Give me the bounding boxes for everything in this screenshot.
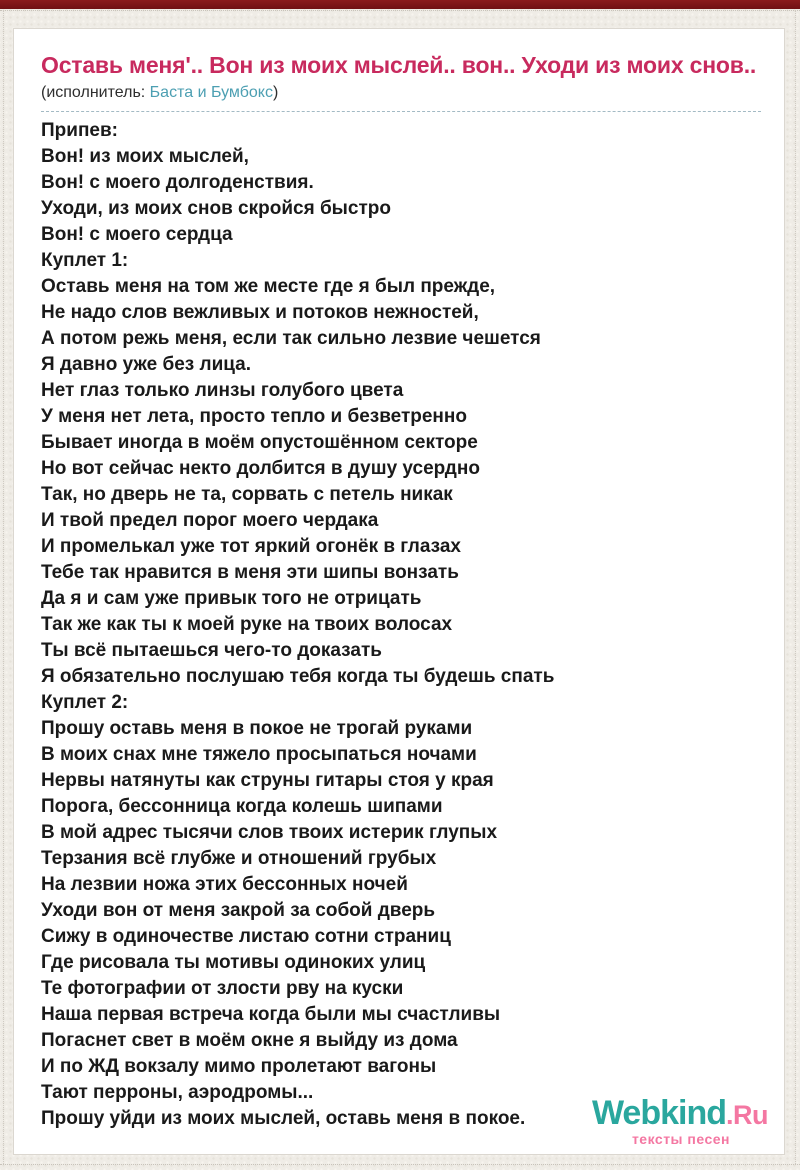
background-dotted-edge-top: [0, 10, 800, 11]
lyrics-card: [13, 28, 785, 1155]
lyric-line: Тают перроны, аэродромы...: [41, 1082, 314, 1103]
background-dotted-edge-left: [3, 10, 4, 1164]
artist-link[interactable]: Баста и Бумбокс: [149, 84, 273, 101]
lyric-line: Прошу оставь меня в покое не трогай руками: [41, 718, 473, 739]
lyric-line: И твой предел порог моего чердака: [41, 510, 379, 531]
lyric-line: Так, но дверь не та, сорвать с петель никак: [41, 484, 453, 505]
song-title: Оставь меня'.. Вон из моих мыслей.. вон.. Уходи из моих снов..: [41, 52, 757, 78]
lyric-line: Я давно уже без лица.: [41, 354, 252, 375]
lyric-line: Те фотографии от злости рву на куски: [41, 978, 404, 999]
artist-label-prefix: (исполнитель:: [41, 84, 150, 101]
lyric-line: Оставь меня на том же месте где я был прежде,: [41, 276, 496, 297]
lyric-line: Ты всё пытаешься чего-то доказать: [41, 640, 382, 661]
lyric-line: Куплет 1:: [41, 250, 129, 271]
dotted-separator: [41, 111, 761, 112]
lyric-line: Тебе так нравится в меня эти шипы вонзать: [41, 562, 459, 583]
lyric-line: Так же как ты к моей руке на твоих волосах: [41, 614, 453, 635]
lyric-line: Погаснет свет в моём окне я выйду из дома: [41, 1030, 458, 1051]
background-dotted-edge-bottom: [0, 1164, 800, 1165]
lyric-line: Не надо слов вежливых и потоков нежностей,: [41, 302, 479, 323]
lyric-line: Нервы натянуты как струны гитары стоя у края: [41, 770, 494, 791]
lyric-line: Припев:: [41, 120, 118, 141]
site-top-bar: [0, 0, 800, 9]
lyric-line: Но вот сейчас некто долбится в душу усердно: [41, 458, 480, 479]
lyric-line: В мой адрес тысячи слов твоих истерик глупых: [41, 822, 498, 843]
lyric-line: Бывает иногда в моём опустошённом секторе: [41, 432, 478, 453]
lyric-line: На лезвии ножа этих бессонных ночей: [41, 874, 408, 895]
lyric-line: Куплет 2:: [41, 692, 129, 713]
artist-line: [41, 83, 759, 103]
lyric-line: Уходи вон от меня закрой за собой дверь: [41, 900, 436, 921]
lyric-line: Да я и сам уже привык того не отрицать: [41, 588, 422, 609]
background-dotted-edge-right: [795, 10, 796, 1164]
lyric-line: Сижу в одиночестве листаю сотни страниц: [41, 926, 451, 947]
lyric-line: Вон! с моего долгоденствия.: [41, 172, 314, 193]
lyric-line: Я обязательно послушаю тебя когда ты будешь спать: [41, 666, 555, 687]
lyric-line: У меня нет лета, просто тепло и безветренно: [41, 406, 467, 427]
lyric-line: Где рисовала ты мотивы одиноких улиц: [41, 952, 426, 973]
lyric-line: Прошу уйди из моих мыслей, оставь меня в покое.: [41, 1108, 526, 1129]
lyric-line: В моих снах мне тяжело просыпаться ночами: [41, 744, 477, 765]
webkind-logo[interactable]: [592, 1096, 768, 1146]
lyric-line: Вон! с моего сердца: [41, 224, 233, 245]
webkind-logo-tagline: тексты песен: [631, 1131, 730, 1147]
webkind-logo-domain: .Ru: [726, 1100, 768, 1130]
lyric-line: Порога, бессонница когда колешь шипами: [41, 796, 443, 817]
artist-label-suffix: ): [272, 84, 279, 101]
lyrics-text: [41, 118, 759, 1132]
lyric-line: Терзания всё глубже и отношений грубых: [41, 848, 437, 869]
lyric-line: Наша первая встреча когда были мы счастливы: [41, 1004, 501, 1025]
lyric-line: Уходи, из моих снов скройся быстро: [41, 198, 391, 219]
lyric-line: И по ЖД вокзалу мимо пролетают вагоны: [41, 1056, 437, 1077]
lyric-line: Нет глаз только линзы голубого цвета: [41, 380, 404, 401]
lyric-line: И промелькал уже тот яркий огонёк в глазах: [41, 536, 461, 557]
lyric-line: А потом режь меня, если так сильно лезвие чешется: [41, 328, 541, 349]
lyric-line: Вон! из моих мыслей,: [41, 146, 249, 167]
webkind-logo-name: Webkind: [591, 1094, 726, 1132]
